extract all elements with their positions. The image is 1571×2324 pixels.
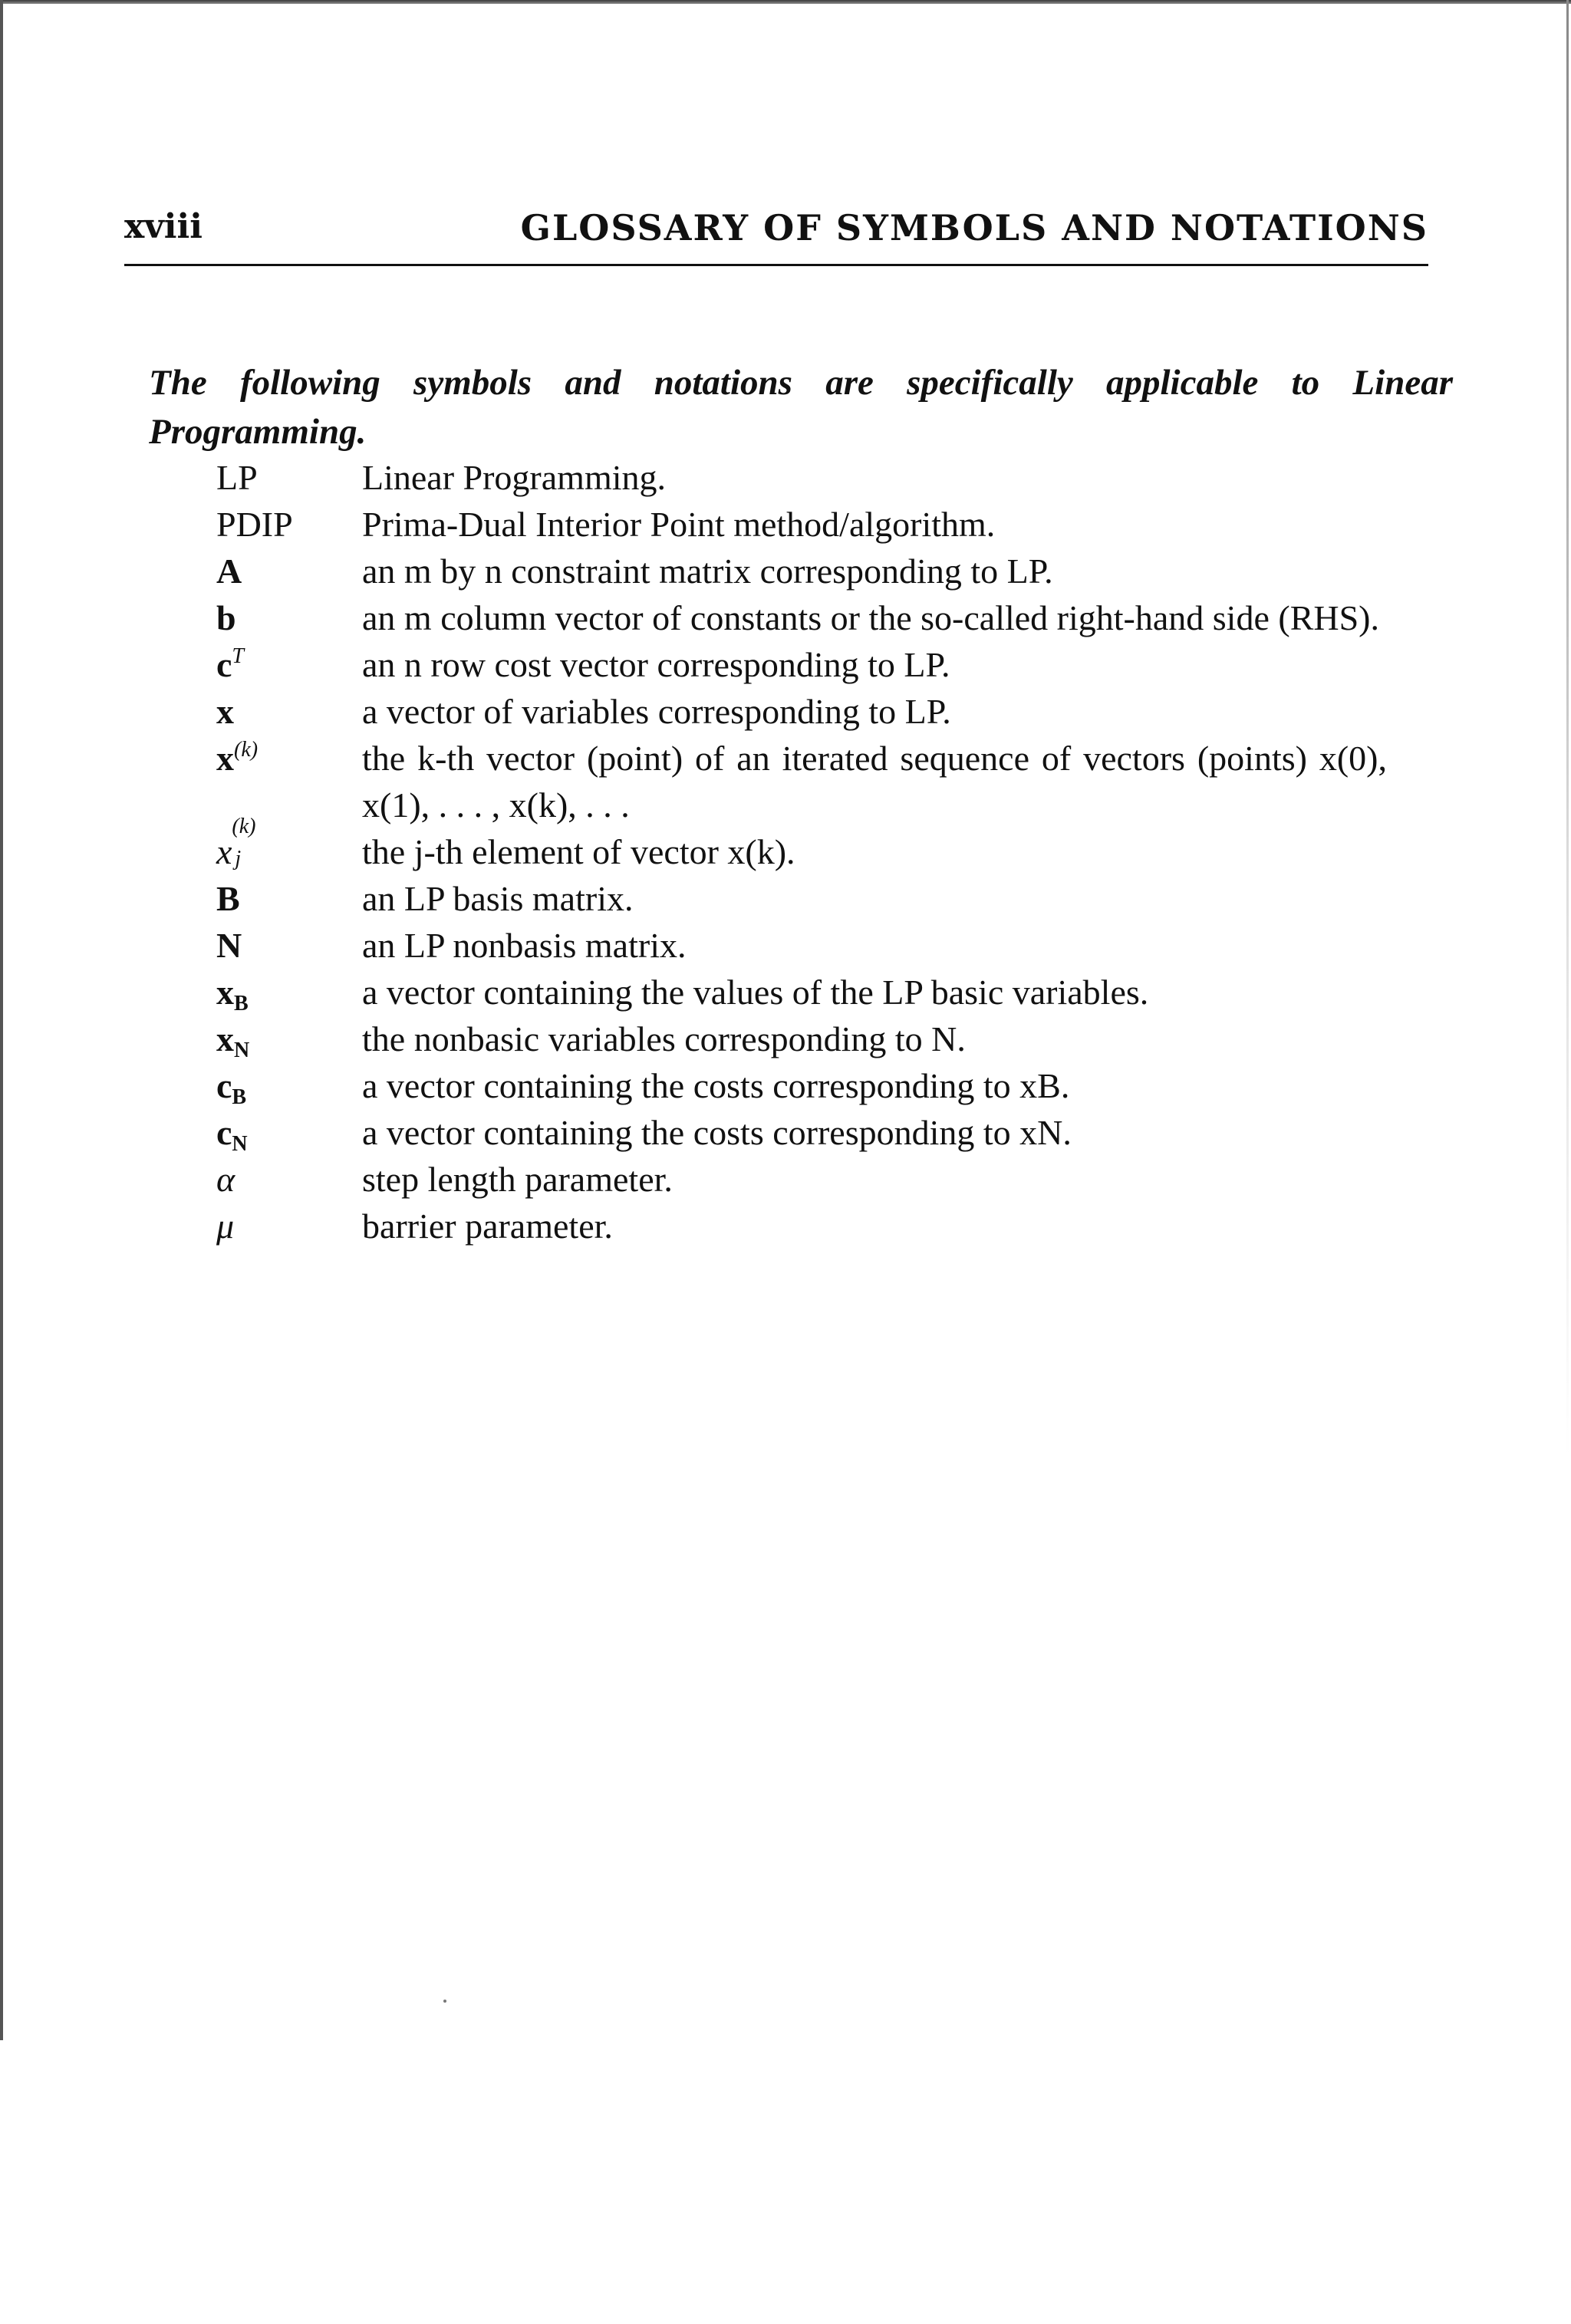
glossary-list: [216, 454, 1444, 1249]
page-number: xviii: [124, 207, 203, 246]
entry-symbol: N: [216, 926, 242, 965]
glossary-entry-c-transpose: [216, 641, 1444, 688]
glossary-entry-lp: [216, 454, 1444, 501]
entry-definition: step length parameter.: [362, 1160, 673, 1199]
glossary-entry-x-b: [216, 969, 1444, 1016]
entry-definition: an m by n constraint matrix corresponding to LP.: [362, 551, 1053, 591]
symbol-base: x: [216, 1019, 234, 1058]
entry-definition: the j-th element of vector x(k).: [362, 832, 795, 871]
entry-symbol: A: [216, 551, 242, 591]
symbol-subscript: N: [234, 1039, 250, 1062]
scan-speck: [443, 2000, 446, 2003]
glossary-entry-c-n: [216, 1109, 1444, 1156]
symbol-index-stack: [232, 815, 262, 871]
glossary-entry-x: [216, 688, 1444, 735]
entry-symbol: B: [216, 879, 240, 918]
glossary-entry-alpha: [216, 1156, 1444, 1203]
entry-symbol: [216, 1062, 354, 1109]
entry-symbol: α: [216, 1160, 235, 1199]
glossary-entry-x-j-k: [216, 815, 1444, 875]
glossary-entry-nonbasis: [216, 922, 1444, 969]
entry-symbol: LP: [216, 458, 258, 497]
entry-definition: the k-th vector (point) of an iterated sequence of vectors (points) x(0), x(1), . . . , x(k), . . .: [362, 739, 1387, 825]
entry-symbol: b: [216, 598, 236, 637]
entry-definition: an LP nonbasis matrix.: [362, 926, 687, 965]
entry-symbol: μ: [216, 1206, 235, 1246]
symbol-superscript: (k): [232, 815, 256, 838]
entry-symbol: [216, 1109, 354, 1156]
glossary-entry-x-n: [216, 1016, 1444, 1062]
glossary-entry-c-b: [216, 1062, 1444, 1109]
entry-definition: a vector containing the values of the LP basic variables.: [362, 973, 1149, 1012]
symbol-base: x: [216, 832, 232, 871]
entry-symbol: [216, 1016, 354, 1062]
symbol-base: c: [216, 1066, 232, 1105]
entry-symbol: x: [216, 692, 234, 731]
glossary-entry-a: [216, 548, 1444, 594]
entry-symbol: PDIP: [216, 505, 293, 544]
entry-definition: the nonbasic variables corresponding to N.: [362, 1019, 966, 1058]
entry-definition: a vector containing the costs corresponding to xN.: [362, 1113, 1072, 1152]
symbol-base: x: [216, 739, 234, 778]
symbol-superscript: (k): [234, 738, 259, 762]
symbol-subscript: B: [232, 1085, 247, 1109]
glossary-entry-mu: [216, 1203, 1444, 1249]
symbol-base: x: [216, 973, 234, 1012]
entry-definition: an LP basis matrix.: [362, 879, 634, 918]
glossary-entry-pdip: [216, 501, 1444, 548]
symbol-base: c: [216, 645, 232, 684]
running-title: GLOSSARY OF SYMBOLS AND NOTATIONS: [520, 207, 1428, 249]
entry-symbol: [216, 815, 354, 875]
symbol-superscript: T: [232, 644, 244, 668]
page-left-edge: [0, 0, 3, 2040]
entry-symbol: [216, 735, 354, 782]
entry-symbol: [216, 641, 354, 688]
glossary-entry-b: [216, 594, 1444, 641]
entry-definition: an m column vector of constants or the so-called right-hand side (RHS).: [362, 598, 1380, 637]
entry-definition: Linear Programming.: [362, 458, 667, 497]
symbol-subscript: N: [232, 1132, 248, 1156]
running-head: [124, 201, 1428, 266]
symbol-subscript: B: [234, 992, 249, 1016]
page-right-edge: [1566, 0, 1569, 1457]
symbol-subscript: j: [235, 847, 242, 871]
entry-definition: a vector containing the costs corresponding to xB.: [362, 1066, 1070, 1105]
page-top-edge: [0, 0, 1571, 4]
glossary-entry-basis: [216, 875, 1444, 922]
entry-definition: barrier parameter.: [362, 1206, 613, 1246]
entry-definition: Prima-Dual Interior Point method/algorithm.: [362, 505, 996, 544]
intro-paragraph: The following symbols and notations are specifically applicable to Linear Programming.: [149, 363, 1453, 452]
glossary-entry-x-k: [216, 735, 1444, 828]
entry-definition: an n row cost vector corresponding to LP.: [362, 645, 950, 684]
entry-symbol: [216, 969, 354, 1016]
symbol-base: c: [216, 1113, 232, 1152]
entry-definition: a vector of variables corresponding to LP.: [362, 692, 951, 731]
